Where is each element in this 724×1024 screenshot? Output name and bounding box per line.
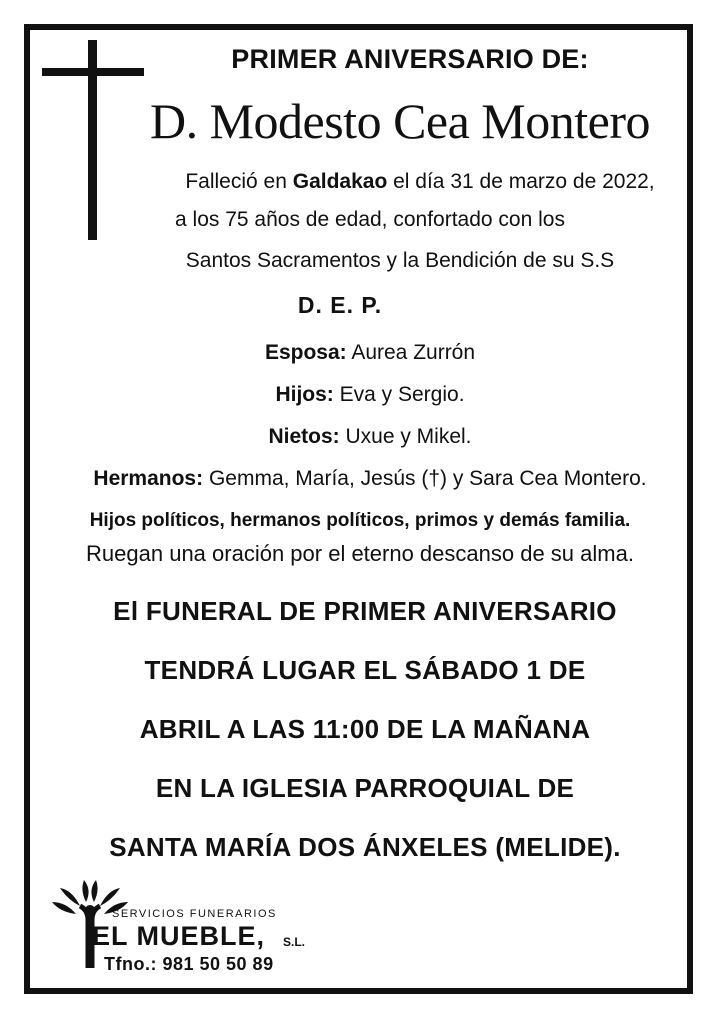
other-family-line: Hijos políticos, hermanos políticos, primos y demás familia.: [89, 510, 631, 531]
brand-name: EL MUEBLE,: [92, 921, 266, 951]
death-line: Falleció en Galdakao el día 31 de marzo de 2022,: [185, 170, 655, 193]
family-spouse: Esposa: Aurea Zurrón: [264, 341, 476, 364]
funeral-line-5: SANTA MARÍA DOS ÁNXELES (MELIDE).: [109, 832, 621, 862]
death-place: Galdakao: [292, 170, 388, 193]
funeral-line-3: ABRIL A LAS 11:00 DE LA MAÑANA: [139, 714, 591, 744]
phone-number: Tfno.: 981 50 50 89: [104, 954, 274, 974]
funeral-line-4: EN LA IGLESIA PARROQUIAL DE: [155, 773, 575, 803]
dep-line: D. E. P.: [297, 292, 383, 318]
family-siblings: Hermanos: Gemma, María, Jesús (†) y Sara Cea Montero.: [93, 467, 647, 490]
cross-icon-bar: [42, 68, 144, 76]
sacraments-line: Santos Sacramentos y la Bendición de su S.S: [185, 249, 615, 272]
age-line: a los 75 años de edad, confortado con los: [175, 208, 565, 231]
family-grandchildren: Nietos: Uxue y Mikel.: [268, 425, 472, 448]
deceased-name: D. Modesto Cea Montero: [149, 93, 651, 149]
services-label: SERVICIOS FUNERARIOS: [112, 908, 277, 920]
funeral-line-2: TENDRÁ LUGAR EL SÁBADO 1 DE: [144, 655, 586, 685]
notice-heading: PRIMER ANIVERSARIO DE:: [231, 44, 589, 74]
family-children: Hijos: Eva y Sergio.: [275, 383, 465, 406]
funeral-line-1: El FUNERAL DE PRIMER ANIVERSARIO: [113, 596, 617, 626]
prayer-line: Ruegan una oración por el eterno descanso de su alma.: [86, 541, 634, 566]
brand-suffix: S.L.: [283, 935, 306, 949]
